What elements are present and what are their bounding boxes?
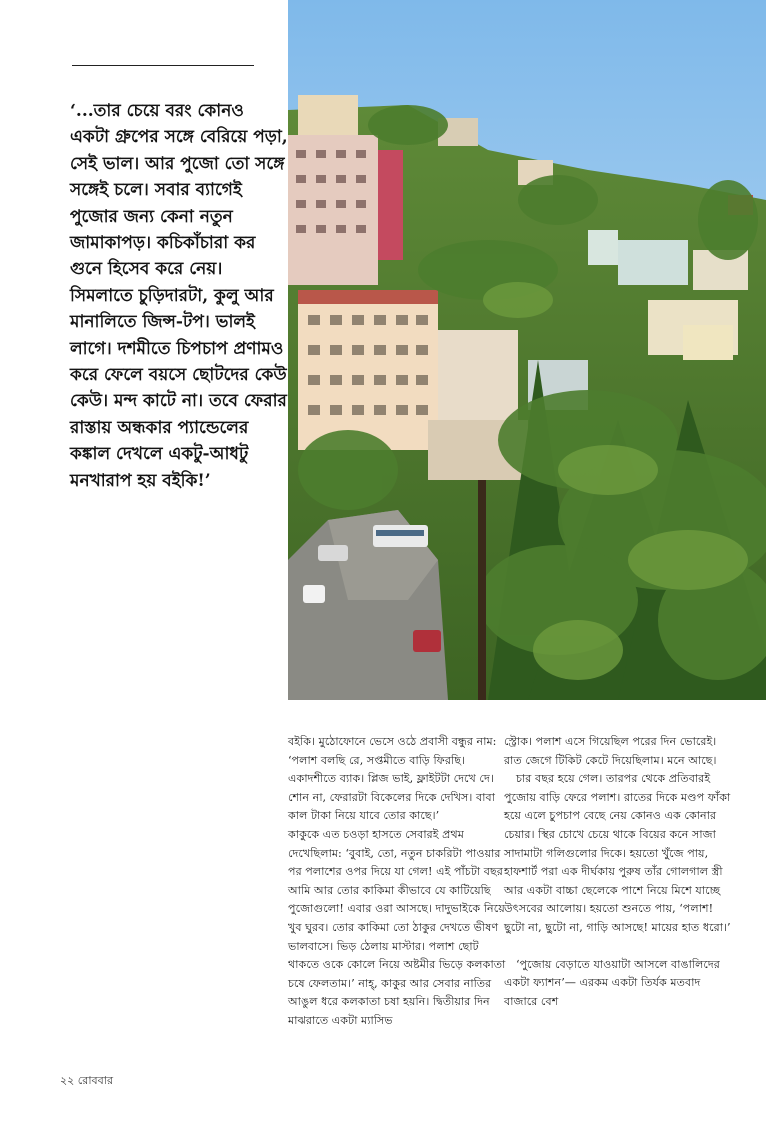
paragraph: স্ট্রোক। পলাশ এসে গিয়েছিল পরের দিন ভোরেই। রাত জেগে টিকিট কেটে দিয়েছিলাম। মনে আছে। (504, 735, 717, 767)
body-column-right (504, 733, 734, 1011)
hill-town-photo (288, 0, 766, 700)
page-folio: ২২ রোববার (60, 1074, 113, 1087)
body-column-left (288, 733, 510, 1031)
paragraph: চার বছর হয়ে গেল। তারপর থেকে প্রতিবারই পুজোয় বাড়ি ফেরে পলাশ। রাতের দিকে মণ্ডপ ফাঁকা হয়ে এলে চুপচাপ বেছে নেয় কোনও এক কোনার চেয়ার। স্থির চোখে চেয়ে থাকে বিয়ের কনে সাজা সাদামাটা গলিগুলোর দিকে। হয়তো খুঁজে পায়, হাফশার্ট পরা এক দীর্ঘকায় পুরুষ তাঁর গোলগাল স্ত্রী আর একটা বাচ্চা ছেলেকে পাশে নিয়ে মিশে যাচ্ছে উৎসবের আলোয়। হয়তো শুনতে পায়, ‘পলাশ! ছুটো না, ছুটো না, গাড়ি আসছে! মায়ের হাত ধরো।’ (504, 772, 731, 934)
header-rule (72, 65, 254, 66)
paragraph: বইকি। মুঠোফোনে ভেসে ওঠে প্রবাসী বন্ধুর নাম: ‘পলাশ বলছি রে, সপ্তমীতে বাড়ি ফিরছি। একাদশীতে ব্যাক। প্লিজ ভাই, ফ্লাইটটা দেখে দে। শোন না, ফেরারটা বিকেলের দিকে দেখিস। বাবা কাল টাকা নিয়ে যাবে তোর কাছে।’ (288, 735, 497, 823)
paragraph: ‘পুজোয় বেড়াতে যাওয়াটা আসলে বাঙালিদের একটা ফ্যাশন’— এরকম একটা তির্যক মতবাদ বাজারে বেশ (504, 957, 720, 1008)
pull-quote: ‘...তার চেয়ে বরং কোনও একটা গ্রুপের সঙ্গে বেরিয়ে পড়া, সেই ভাল। আর পুজো তো সঙ্গে সঙ্গেই চলে। সবার ব্যাগেই পুজোর জন্য কেনা নতুন জামাকাপড়। কচিকাঁচারা কর গুনে হিসেব করে নেয়। সিমলাতে চুড়িদারটা, কুলু আর মানালিতে জিন্স-টপ। ভালই লাগে। দশমীতে চিপচাপ প্রণামও করে ফেলে বয়সে ছোটদের কেউ কেউ। মন্দ কাটে না। তবে ফেরার রাস্তায় অন্ধকার প্যান্ডেলের কঙ্কাল দেখলে একটু-আধটু মনখারাপ হয় বইকি!’ (70, 101, 288, 491)
paragraph: কাকুকে এত চওড়া হাসতে সেবারই প্রথম দেখেছিলাম: ‘বুবাই, তো, নতুন চাকরিটা পাওয়ার পর পলাশের ওপর দিয়ে যা গেল! এই পাঁচটা বছর আমি আর তোর কাকিমা কীভাবে যে কাটিয়েছি পুজোগুলো! এবার ওরা আসছে। দাদুভাইকে নিয়ে খুব ঘুরব। তোর কাকিমা তো ঠাকুর দেখতে ভীষণ ভালবাসে। ভিড় ঠেলায় মাস্টার। পলাশ ছোট থাকতে ওকে কোলে নিয়ে অষ্টমীর ভিড়ে কলকাতা চষে ফেলতাম।’ নাহ্, কাকুর আর সেবার নাতির আঙুল ধরে কলকাতা চষা হয়নি। দ্বিতীয়ার দিন মাঝরাতে একটা ম্যাসিভ (288, 827, 506, 1027)
